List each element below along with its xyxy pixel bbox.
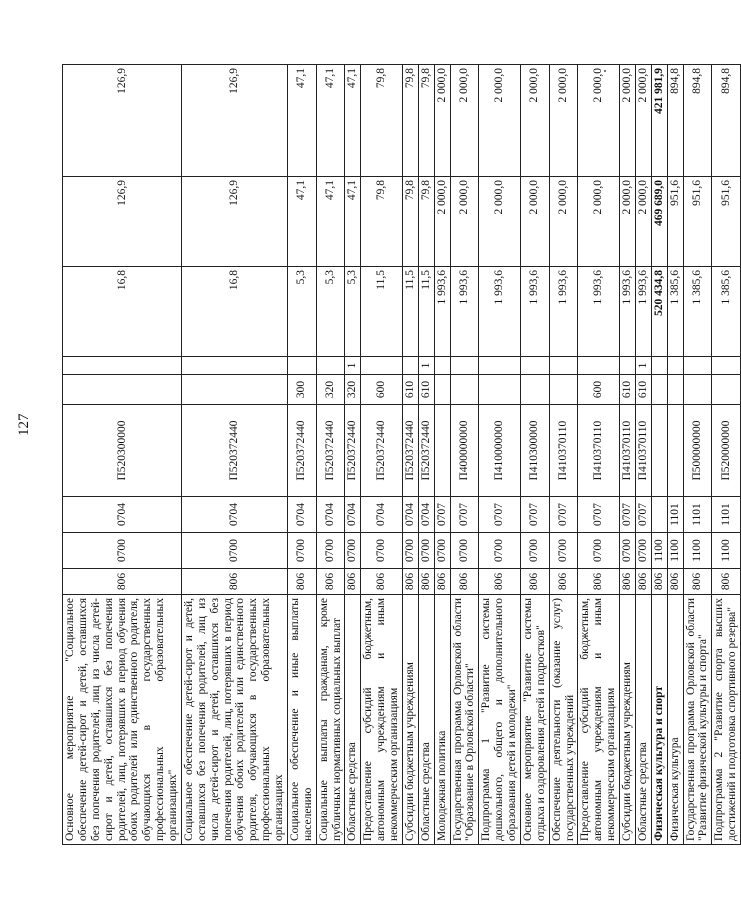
gr-code-cell: 806 (520, 569, 549, 595)
value-year3-cell: 2 000,0 (450, 65, 479, 177)
target-article-cell: П410370110 (549, 405, 578, 497)
expense-type-cell: 610 (418, 375, 434, 405)
razdel-code-cell: 0700 (402, 533, 418, 569)
podrazdel-code-cell (651, 497, 667, 533)
gr-code-cell: 806 (479, 569, 521, 595)
value-year1-cell: 1 993,6 (520, 267, 549, 357)
target-article-cell: П500000000 (683, 405, 712, 497)
table-row (683, 65, 712, 845)
razdel-code-cell: 1100 (667, 533, 683, 569)
value-year3-cell: 2 000,0 (578, 65, 620, 177)
value-year1-cell: 11,5 (418, 267, 434, 357)
value-year2-cell: 79,8 (361, 177, 403, 267)
funding-source-cell: 1 (635, 357, 651, 375)
row-name-cell: Областные средства (635, 595, 651, 845)
funding-source-cell (450, 357, 479, 375)
gr-code-cell: 806 (434, 569, 450, 595)
funding-source-cell (667, 357, 683, 375)
razdel-code-cell: 0700 (578, 533, 620, 569)
podrazdel-code-cell: 0707 (479, 497, 521, 533)
value-year1-cell: 5,3 (345, 267, 361, 357)
funding-source-cell (402, 357, 418, 375)
podrazdel-code-cell: 1101 (683, 497, 712, 533)
razdel-code-cell: 0700 (316, 533, 345, 569)
funding-source-cell (549, 357, 578, 375)
value-year3-cell: 2 000,0 (549, 65, 578, 177)
value-year1-cell: 520 434,8 (651, 267, 667, 357)
expense-type-cell (712, 375, 741, 405)
table-row (450, 65, 479, 845)
podrazdel-code-cell: 0704 (287, 497, 316, 533)
target-article-cell: П520300000 (63, 405, 182, 497)
gr-code-cell: 806 (316, 569, 345, 595)
value-year2-cell: 2 000,0 (520, 177, 549, 267)
value-year2-cell: 2 000,0 (620, 177, 636, 267)
razdel-code-cell: 0700 (181, 533, 287, 569)
target-article-cell: П410370110 (578, 405, 620, 497)
expense-type-cell (549, 375, 578, 405)
expense-type-cell: 320 (316, 375, 345, 405)
row-name-cell: Областные средства (418, 595, 434, 845)
value-year1-cell: 1 385,6 (667, 267, 683, 357)
row-name-cell: Подпрограмма 2 "Развитие спорта высших достижений и подготовка спортивного резерва" (712, 595, 741, 845)
value-year2-cell: 47,1 (287, 177, 316, 267)
podrazdel-code-cell: 0704 (402, 497, 418, 533)
gr-code-cell: 806 (635, 569, 651, 595)
funding-source-cell (63, 357, 182, 375)
value-year3-cell: 47,1 (287, 65, 316, 177)
razdel-code-cell: 0700 (361, 533, 403, 569)
value-year3-cell: 79,8 (418, 65, 434, 177)
value-year1-cell: 1 993,6 (635, 267, 651, 357)
expense-type-cell (683, 375, 712, 405)
table-row (520, 65, 549, 845)
value-year2-cell: 79,8 (402, 177, 418, 267)
table-row (181, 65, 287, 845)
funding-source-cell (479, 357, 521, 375)
gr-code-cell: 806 (712, 569, 741, 595)
table-row (578, 65, 620, 845)
value-year2-cell: 951,6 (712, 177, 741, 267)
expense-type-cell: 610 (402, 375, 418, 405)
value-year3-cell: 894,8 (683, 65, 712, 177)
value-year1-cell: 1 993,6 (549, 267, 578, 357)
target-article-cell: П520372440 (418, 405, 434, 497)
gr-code-cell: 806 (578, 569, 620, 595)
expense-type-cell: 320 (345, 375, 361, 405)
value-year3-cell: 2 000,0 (620, 65, 636, 177)
value-year2-cell: 126,9 (63, 177, 182, 267)
row-name-cell: Предоставление субсидий бюджетным, автономным учреждениям и иным некоммерческим организациям (361, 595, 403, 845)
row-name-cell: Субсидии бюджетным учреждениям (402, 595, 418, 845)
table-row (63, 65, 182, 845)
expense-type-cell (63, 375, 182, 405)
funding-source-cell (712, 357, 741, 375)
value-year1-cell: 11,5 (402, 267, 418, 357)
razdel-code-cell: 0700 (450, 533, 479, 569)
row-name-cell: Физическая культура (667, 595, 683, 845)
expense-type-cell: 610 (635, 375, 651, 405)
row-name-cell: Предоставление субсидий бюджетным, автономным учреждениям и иным некоммерческим организациям (578, 595, 620, 845)
razdel-code-cell: 0700 (418, 533, 434, 569)
razdel-code-cell: 0700 (434, 533, 450, 569)
funding-source-cell (316, 357, 345, 375)
value-year3-cell: 894,8 (667, 65, 683, 177)
podrazdel-code-cell: 0707 (635, 497, 651, 533)
table-row (434, 65, 450, 845)
value-year1-cell: 1 993,6 (479, 267, 521, 357)
target-article-cell: П400000000 (450, 405, 479, 497)
expense-type-cell: 610 (620, 375, 636, 405)
target-article-cell (434, 405, 450, 497)
podrazdel-code-cell: 0707 (434, 497, 450, 533)
value-year3-cell: 2 000,0 (635, 65, 651, 177)
value-year3-cell: 2 000,0 (520, 65, 549, 177)
target-article-cell (667, 405, 683, 497)
expense-type-cell: 300 (287, 375, 316, 405)
gr-code-cell: 806 (402, 569, 418, 595)
value-year2-cell: 79,8 (418, 177, 434, 267)
value-year2-cell: 2 000,0 (434, 177, 450, 267)
table-row (620, 65, 636, 845)
expense-type-cell (450, 375, 479, 405)
value-year3-cell: 47,1 (345, 65, 361, 177)
funding-source-cell (683, 357, 712, 375)
value-year3-cell: 2 000,0 (434, 65, 450, 177)
value-year3-cell: 2 000,0 (479, 65, 521, 177)
podrazdel-code-cell: 0707 (520, 497, 549, 533)
podrazdel-code-cell: 0704 (63, 497, 182, 533)
table-body (63, 65, 741, 845)
razdel-code-cell: 0700 (479, 533, 521, 569)
table-row (345, 65, 361, 845)
page-number: 127 (16, 413, 32, 436)
target-article-cell: П410370110 (635, 405, 651, 497)
expense-type-cell (181, 375, 287, 405)
podrazdel-code-cell: 0707 (450, 497, 479, 533)
target-article-cell (651, 405, 667, 497)
razdel-code-cell: 1100 (651, 533, 667, 569)
value-year2-cell: 2 000,0 (578, 177, 620, 267)
podrazdel-code-cell: 1101 (712, 497, 741, 533)
value-year2-cell: 951,6 (667, 177, 683, 267)
gr-code-cell: 806 (667, 569, 683, 595)
value-year3-cell: 79,8 (402, 65, 418, 177)
table-row (712, 65, 741, 845)
table-row (549, 65, 578, 845)
row-name-cell: Государственная программа Орловской области "Развитие физической культуры и спорта" (683, 595, 712, 845)
podrazdel-code-cell: 0704 (181, 497, 287, 533)
row-name-cell: Обеспечение деятельности (оказание услуг) государственных учреждений (549, 595, 578, 845)
value-year2-cell: 2 000,0 (479, 177, 521, 267)
value-year2-cell: 2 000,0 (635, 177, 651, 267)
gr-code-cell: 806 (620, 569, 636, 595)
value-year3-cell: 421 981,9 (651, 65, 667, 177)
row-name-cell: Физическая культура и спорт (651, 595, 667, 845)
funding-source-cell: 1 (418, 357, 434, 375)
funding-source-cell (651, 357, 667, 375)
podrazdel-code-cell: 0704 (316, 497, 345, 533)
podrazdel-code-cell: 0704 (418, 497, 434, 533)
row-name-cell: Молодежная политика (434, 595, 450, 845)
podrazdel-code-cell: 0704 (345, 497, 361, 533)
expense-type-cell (434, 375, 450, 405)
podrazdel-code-cell: 0707 (578, 497, 620, 533)
row-name-cell: Государственная программа Орловской области "Образование в Орловской области" (450, 595, 479, 845)
budget-table (62, 64, 741, 845)
target-article-cell: П520372440 (361, 405, 403, 497)
table-row (418, 65, 434, 845)
razdel-code-cell: 0700 (635, 533, 651, 569)
value-year1-cell: 1 993,6 (450, 267, 479, 357)
value-year1-cell: 5,3 (316, 267, 345, 357)
funding-source-cell (287, 357, 316, 375)
funding-source-cell (520, 357, 549, 375)
razdel-code-cell: 0700 (520, 533, 549, 569)
row-name-cell: Основное мероприятие "Социальное обеспечение детей-сирот и детей, оставшихся без попечения родителей, лиц из числа детей-сирот и детей, оставшихся без попечения родителей, лиц, потерявших в период обучения обоих родителей или единственного родителя, обучающихся в государственных профессиональных образовательных организациях" (63, 595, 182, 845)
expense-type-cell (479, 375, 521, 405)
funding-source-cell (620, 357, 636, 375)
target-article-cell: П520372440 (316, 405, 345, 497)
table-row (635, 65, 651, 845)
funding-source-cell (434, 357, 450, 375)
row-name-cell: Подпрограмма 1 "Развитие системы дошкольного, общего и дополнительного образования детей и молодежи" (479, 595, 521, 845)
value-year3-cell: 894,8 (712, 65, 741, 177)
value-year3-cell: 79,8 (361, 65, 403, 177)
value-year1-cell: 16,8 (63, 267, 182, 357)
row-name-cell: Социальное обеспечение и иные выплаты населению (287, 595, 316, 845)
target-article-cell: П520372440 (402, 405, 418, 497)
value-year1-cell: 16,8 (181, 267, 287, 357)
podrazdel-code-cell: 1101 (667, 497, 683, 533)
value-year3-cell: 126,9 (63, 65, 182, 177)
funding-source-cell (181, 357, 287, 375)
gr-code-cell: 806 (287, 569, 316, 595)
expense-type-cell (651, 375, 667, 405)
value-year1-cell: 1 993,6 (434, 267, 450, 357)
target-article-cell: П410000000 (479, 405, 521, 497)
value-year1-cell: 1 993,6 (620, 267, 636, 357)
target-article-cell: П520372440 (345, 405, 361, 497)
gr-code-cell: 806 (549, 569, 578, 595)
value-year2-cell: 2 000,0 (450, 177, 479, 267)
expense-type-cell: 600 (578, 375, 620, 405)
razdel-code-cell: 0700 (63, 533, 182, 569)
value-year1-cell: 1 993,6 (578, 267, 620, 357)
gr-code-cell: 806 (63, 569, 182, 595)
expense-type-cell (667, 375, 683, 405)
razdel-code-cell: 0700 (549, 533, 578, 569)
row-name-cell: Социальное обеспечение детей-сирот и детей, оставшихся без попечения родителей, лиц из числа детей-сирот и детей, оставшихся без попечения родителей, лиц, потерявших в период обучения обоих родителей или единственного родителя, обучающихся в государственных профессиональных образовательных организациях (181, 595, 287, 845)
expense-type-cell (520, 375, 549, 405)
value-year1-cell: 1 385,6 (683, 267, 712, 357)
value-year2-cell: 47,1 (345, 177, 361, 267)
value-year2-cell: 2 000,0 (549, 177, 578, 267)
razdel-code-cell: 1100 (712, 533, 741, 569)
razdel-code-cell: 0700 (620, 533, 636, 569)
value-year1-cell: 11,5 (361, 267, 403, 357)
table-row (667, 65, 683, 845)
table-row (287, 65, 316, 845)
target-article-cell: П410300000 (520, 405, 549, 497)
target-article-cell: П520372440 (181, 405, 287, 497)
row-name-cell: Социальные выплаты гражданам, кроме публичных нормативных социальных выплат (316, 595, 345, 845)
podrazdel-code-cell: 0707 (620, 497, 636, 533)
funding-source-cell: 1 (345, 357, 361, 375)
target-article-cell: П410370110 (620, 405, 636, 497)
table-row (479, 65, 521, 845)
gr-code-cell: 806 (418, 569, 434, 595)
funding-source-cell (578, 357, 620, 375)
table-row (402, 65, 418, 845)
value-year3-cell: 47,1 (316, 65, 345, 177)
gr-code-cell: 806 (683, 569, 712, 595)
gr-code-cell: 806 (651, 569, 667, 595)
value-year1-cell: 5,3 (287, 267, 316, 357)
target-article-cell: П520000000 (712, 405, 741, 497)
razdel-code-cell: 0700 (287, 533, 316, 569)
value-year2-cell: 951,6 (683, 177, 712, 267)
podrazdel-code-cell: 0704 (361, 497, 403, 533)
razdel-code-cell: 1100 (683, 533, 712, 569)
table-row (361, 65, 403, 845)
podrazdel-code-cell: 0707 (549, 497, 578, 533)
gr-code-cell: 806 (450, 569, 479, 595)
razdel-code-cell: 0700 (345, 533, 361, 569)
gr-code-cell: 806 (181, 569, 287, 595)
value-year3-cell: 126,9 (181, 65, 287, 177)
value-year2-cell: 47,1 (316, 177, 345, 267)
target-article-cell: П520372440 (287, 405, 316, 497)
row-name-cell: Субсидии бюджетным учреждениям (620, 595, 636, 845)
value-year2-cell: 469 689,0 (651, 177, 667, 267)
table-row (651, 65, 667, 845)
funding-source-cell (361, 357, 403, 375)
row-name-cell: Основное мероприятие "Развитие системы отдыха и оздоровления детей и подростков" (520, 595, 549, 845)
table-row (316, 65, 345, 845)
gr-code-cell: 806 (361, 569, 403, 595)
value-year1-cell: 1 385,6 (712, 267, 741, 357)
row-name-cell: Областные средства (345, 595, 361, 845)
value-year2-cell: 126,9 (181, 177, 287, 267)
rotated-table-container (62, 65, 739, 845)
expense-type-cell: 600 (361, 375, 403, 405)
gr-code-cell: 806 (345, 569, 361, 595)
